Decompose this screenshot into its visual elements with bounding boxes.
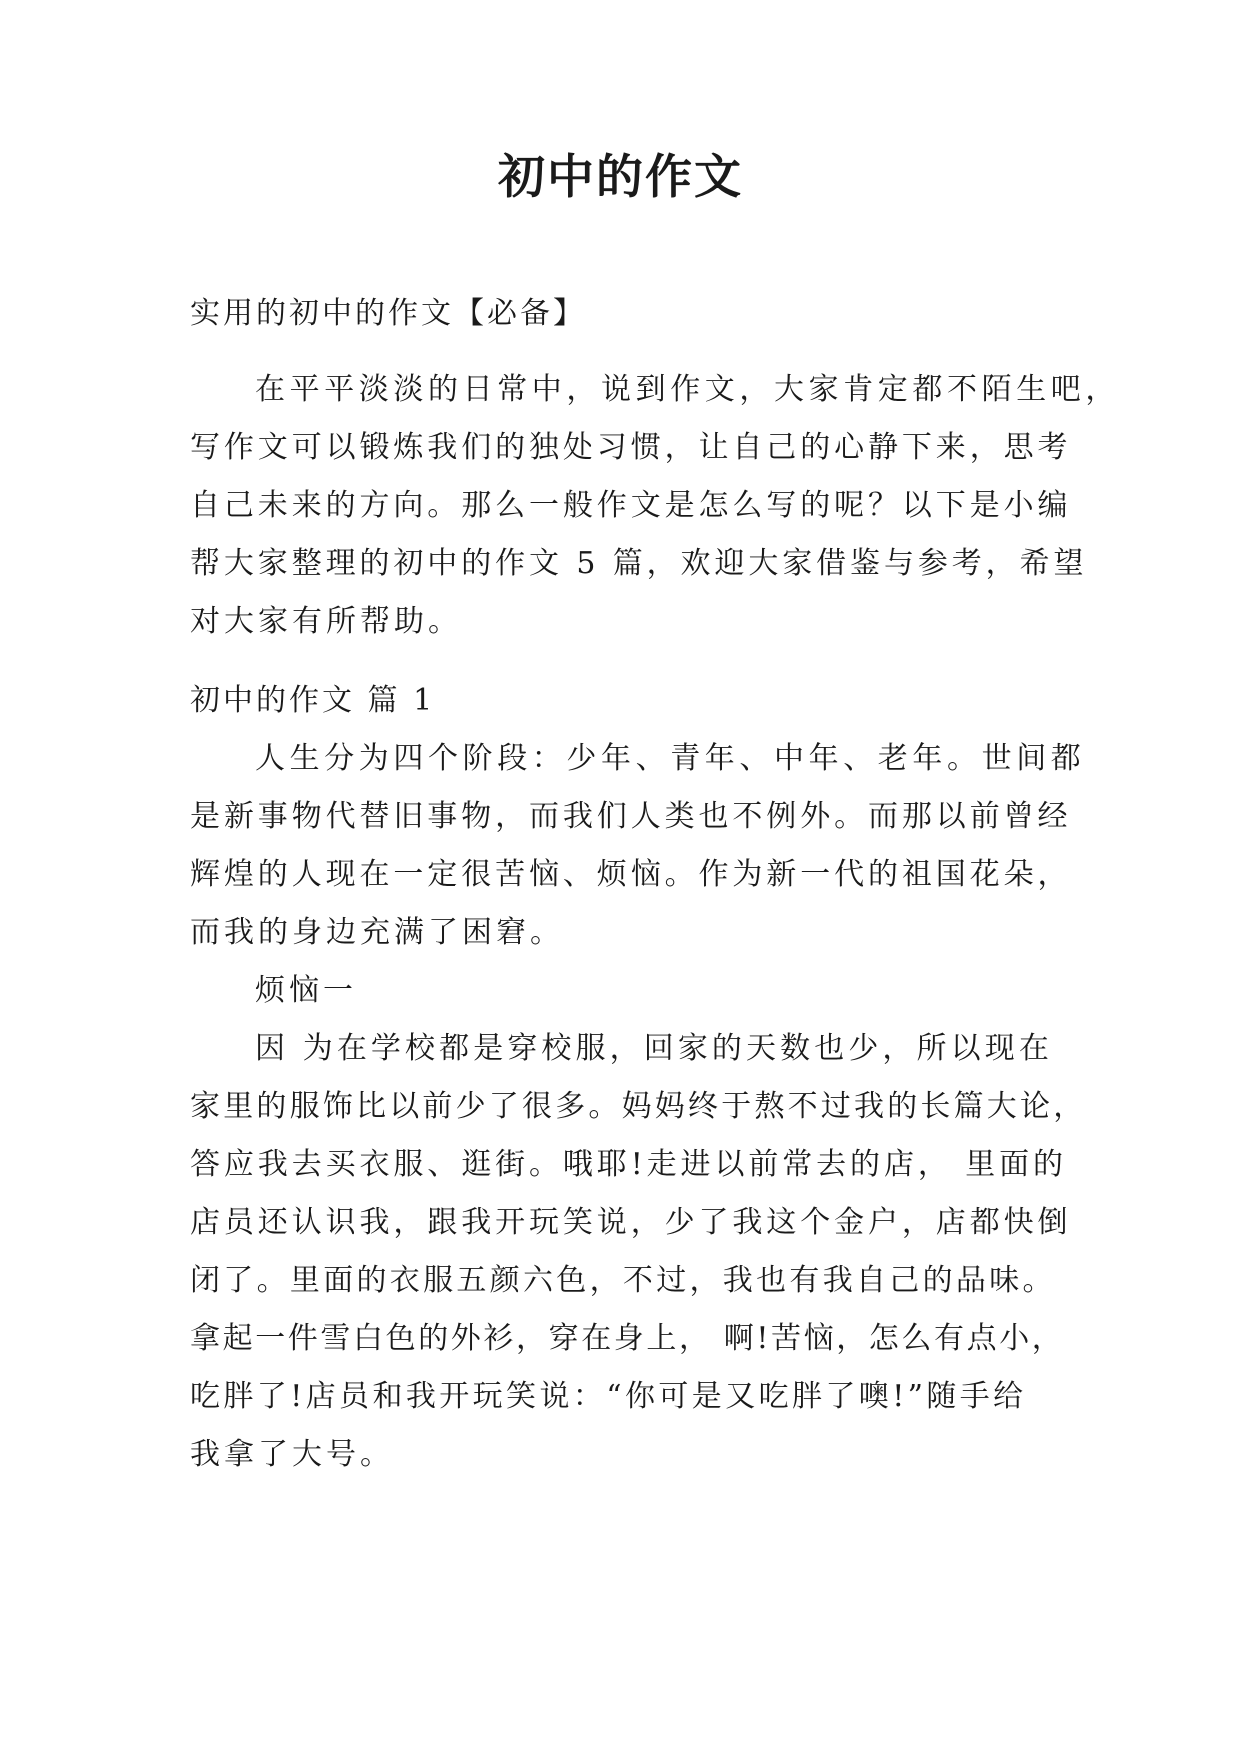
intro-line: 写作文可以锻炼我们的独处习惯，让自己的心静下来，思考: [190, 430, 1072, 465]
body-line: 我拿了大号。: [190, 1437, 394, 1472]
sub-heading: 烦恼一: [255, 973, 357, 1008]
body-line: 而我的身边充满了困窘。: [190, 915, 564, 950]
body-line: 吃胖了!店员和我开玩笑说：“你可是又吃胖了噢!”随手给: [190, 1379, 1027, 1414]
body-line: 店员还认识我，跟我开玩笑说，少了我这个金户，店都快倒: [190, 1205, 1072, 1240]
body-line: 因 为在学校都是穿校服，回家的天数也少，所以现在: [255, 1031, 1053, 1066]
intro-line: 对大家有所帮助。: [190, 604, 462, 639]
section-heading: 初中的作文 篇 1: [190, 683, 436, 718]
body-line: 是新事物代替旧事物，而我们人类也不例外。而那以前曾经: [190, 799, 1072, 834]
intro-line: 帮大家整理的初中的作文 5 篇，欢迎大家借鉴与参考，希望: [190, 546, 1088, 581]
intro-line: 在平平淡淡的日常中，说到作文，大家肯定都不陌生吧，: [255, 372, 1120, 407]
body-line: 闭了。里面的衣服五颜六色，不过，我也有我自己的品味。: [190, 1263, 1056, 1298]
body-line: 人生分为四个阶段：少年、青年、中年、老年。世间都: [255, 741, 1086, 776]
intro-line: 自己未来的方向。那么一般作文是怎么写的呢？以下是小编: [190, 488, 1072, 523]
body-line: 答应我去买衣服、逛街。哦耶!走进以前常去的店， 里面的: [190, 1147, 1067, 1182]
body-line: 辉煌的人现在一定很苦恼、烦恼。作为新一代的祖国花朵，: [190, 857, 1072, 892]
document-title: 初中的作文: [498, 150, 743, 205]
body-line: 家里的服饰比以前少了很多。妈妈终于熬不过我的长篇大论，: [190, 1089, 1087, 1124]
document-subtitle: 实用的初中的作文【必备】: [190, 296, 586, 331]
body-line: 拿起一件雪白色的外衫，穿在身上， 啊!苦恼，怎么有点小，: [190, 1321, 1065, 1356]
